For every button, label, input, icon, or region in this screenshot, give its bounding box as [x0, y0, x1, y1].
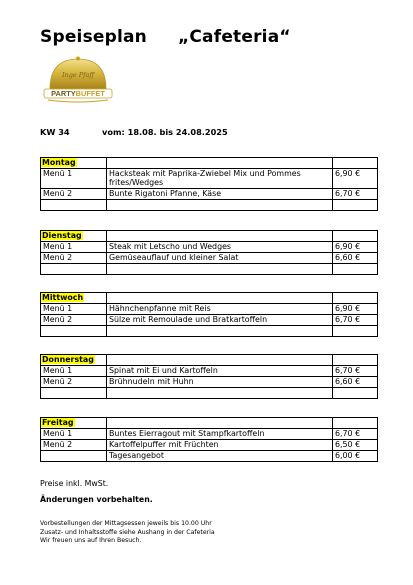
table-row — [41, 326, 378, 337]
table-row — [41, 388, 378, 399]
table-row — [41, 169, 378, 189]
menu-label: Menü 2 — [41, 189, 107, 200]
table-row — [41, 242, 378, 253]
menu-label: Menü 1 — [41, 242, 107, 253]
table-row — [41, 451, 378, 462]
day-header-row — [41, 418, 378, 429]
dish-cell: Hähnchenpfanne mit Reis — [107, 304, 333, 315]
dish-cell — [107, 326, 333, 337]
table-row — [41, 377, 378, 388]
day-header-row — [41, 231, 378, 242]
day-name: Mittwoch — [42, 293, 84, 302]
price-cell: 6,90 € — [333, 169, 378, 189]
day-table-montag — [40, 157, 378, 211]
title-text: Speiseplan — [40, 27, 147, 47]
week-range: vom: 18.08. bis 24.08.2025 — [102, 127, 228, 137]
table-row — [41, 440, 378, 451]
dish-cell — [107, 200, 333, 211]
preorder-note: Vorbestellungen der Mittagsessen jeweils bis 10.00 Uhr — [40, 520, 212, 527]
party-buffet-logo — [38, 55, 118, 107]
day-table-dienstag — [40, 230, 378, 275]
day-header-row — [41, 293, 378, 304]
price-cell: 6,50 € — [333, 440, 378, 451]
price-note: Preise inkl. MwSt. — [40, 479, 109, 488]
menu-label: Menü 1 — [41, 366, 107, 377]
price-cell: 6,60 € — [333, 377, 378, 388]
price-cell — [333, 388, 378, 399]
subtitle-text: „Cafeteria“ — [178, 27, 291, 47]
changes-note: Änderungen vorbehalten. — [40, 495, 153, 504]
menu-label: Menü 2 — [41, 253, 107, 264]
day-table-donnerstag — [40, 354, 378, 399]
table-row — [41, 200, 378, 211]
price-cell: 6,90 € — [333, 242, 378, 253]
price-cell — [333, 326, 378, 337]
dish-cell: Hacksteak mit Paprika-Zwiebel Mix und Pommes frites/Wedges — [107, 169, 333, 189]
table-row — [41, 253, 378, 264]
menu-label — [41, 451, 107, 462]
dish-cell: Bunte Rigatoni Pfanne, Käse — [107, 189, 333, 200]
price-cell: 6,70 € — [333, 429, 378, 440]
footer-notes — [40, 520, 215, 546]
table-row — [41, 366, 378, 377]
day-header-row — [41, 355, 378, 366]
dish-cell: Kartoffelpuffer mit Früchten — [107, 440, 333, 451]
day-name: Montag — [42, 158, 76, 167]
menu-label: Menü 2 — [41, 440, 107, 451]
dish-cell: Brühnudeln mit Huhn — [107, 377, 333, 388]
dish-cell: Sülze mit Remoulade und Bratkartoffeln — [107, 315, 333, 326]
menu-label — [41, 200, 107, 211]
day-table-mittwoch — [40, 292, 378, 337]
menu-label: Menü 2 — [41, 315, 107, 326]
dish-cell — [107, 388, 333, 399]
dish-cell: Steak mit Letscho und Wedges — [107, 242, 333, 253]
logo-brand-text: PARTYBUFFET — [51, 89, 105, 99]
dish-cell: Spinat mit Ei und Kartoffeln — [107, 366, 333, 377]
logo-script-text: Inge Pfaff — [61, 71, 95, 79]
price-cell — [333, 200, 378, 211]
table-row — [41, 264, 378, 275]
price-cell: 6,60 € — [333, 253, 378, 264]
week-label: KW 34 — [40, 127, 70, 137]
menu-label — [41, 388, 107, 399]
menu-label: Menü 1 — [41, 304, 107, 315]
table-row — [41, 315, 378, 326]
table-row — [41, 189, 378, 200]
welcome-note: Wir freuen uns auf Ihren Besuch. — [40, 537, 142, 544]
menu-label: Menü 1 — [41, 169, 107, 189]
day-name: Dienstag — [42, 231, 82, 240]
additives-note: Zusatz- und Inhaltsstoffe siehe Aushang in der Cafeteria — [40, 528, 215, 536]
menu-label: Menü 2 — [41, 377, 107, 388]
price-cell — [333, 264, 378, 275]
price-cell: 6,00 € — [333, 451, 378, 462]
price-cell: 6,70 € — [333, 189, 378, 200]
dish-cell: Buntes Eierragout mit Stampfkartoffeln — [107, 429, 333, 440]
price-cell: 6,70 € — [333, 366, 378, 377]
menu-label: Menü 1 — [41, 429, 107, 440]
day-name: Freitag — [42, 418, 74, 427]
page-title — [40, 27, 291, 47]
menu-label — [41, 326, 107, 337]
dish-cell: Gemüseauflauf und kleiner Salat — [107, 253, 333, 264]
price-cell: 6,70 € — [333, 315, 378, 326]
price-cell: 6,90 € — [333, 304, 378, 315]
dish-cell: Tagesangebot — [107, 451, 333, 462]
menu-label — [41, 264, 107, 275]
day-name: Donnerstag — [42, 355, 94, 364]
day-table-freitag — [40, 417, 378, 462]
dish-cell — [107, 264, 333, 275]
table-row — [41, 304, 378, 315]
day-header-row — [41, 158, 378, 169]
table-row — [41, 429, 378, 440]
